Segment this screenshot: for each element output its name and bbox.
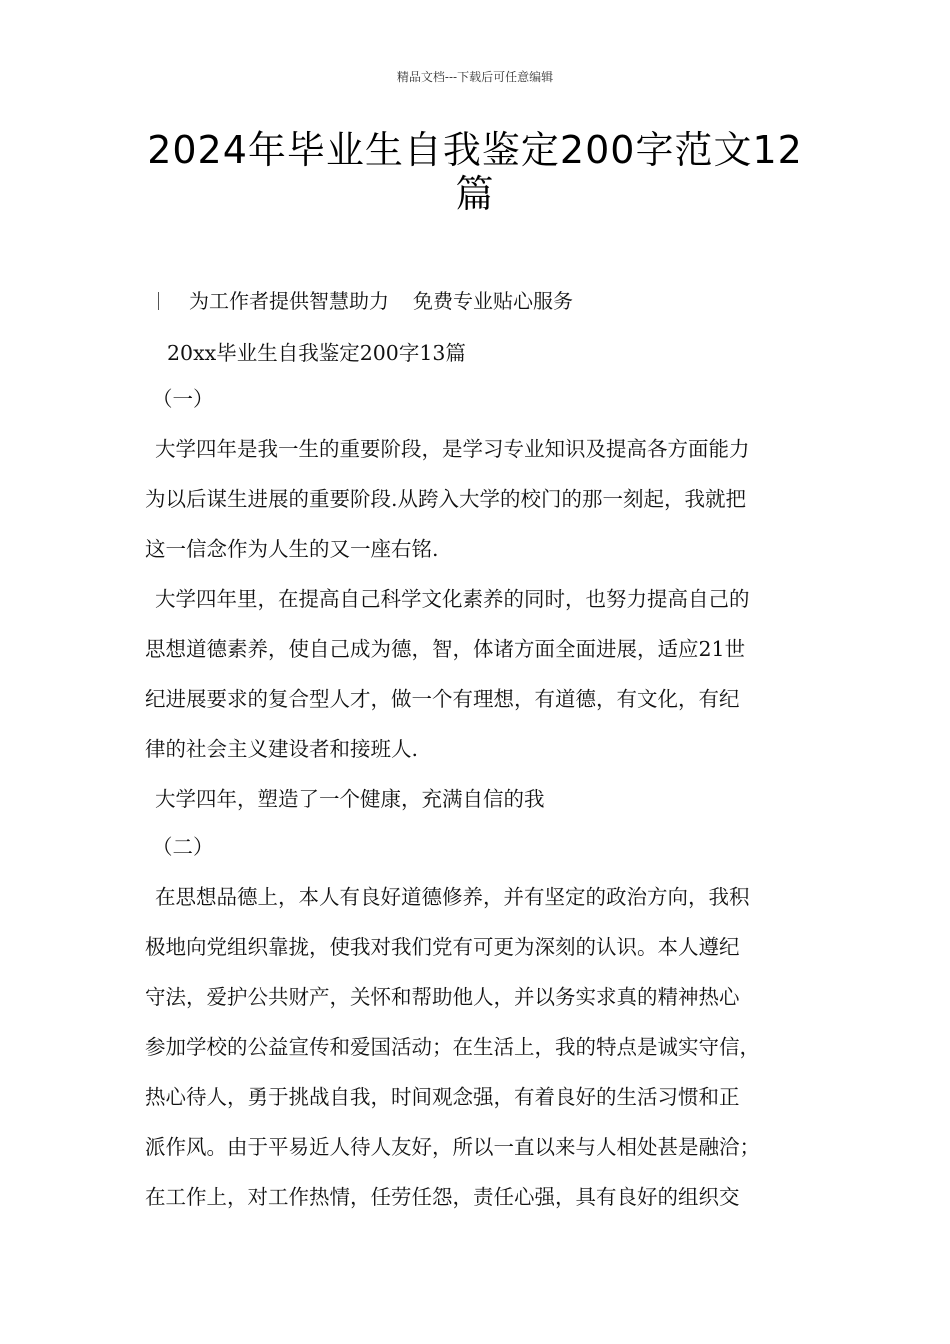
- paragraph-line: 在思想品德上，本人有良好道德修养，并有坚定的政治方向，我积: [155, 885, 750, 909]
- subtitle-line: 20xx毕业生自我鉴定200字13篇: [167, 341, 466, 365]
- paragraph-line: 思想道德素养，使自己成为德，智，体诸方面全面进展，适应21世: [145, 637, 746, 661]
- paragraph-line: 守法，爱护公共财产，关怀和帮助他人，并以务实求真的精神热心: [145, 985, 740, 1009]
- paragraph-line: 热心待人，勇于挑战自我，时间观念强，有着良好的生活习惯和正: [145, 1085, 740, 1109]
- paragraph-line: 参加学校的公益宣传和爱国活动；在生活上，我的特点是诚实守信，: [145, 1035, 760, 1059]
- paragraph-line: 极地向党组织靠拢，使我对我们党有可更为深刻的认识。本人遵纪: [145, 935, 740, 959]
- title-line-2: 篇: [455, 172, 495, 216]
- paragraph-line: 在工作上，对工作热情，任劳任怨，责任心强，具有良好的组织交: [145, 1185, 740, 1209]
- section-marker: （一）: [152, 387, 214, 411]
- paragraph-line: 大学四年，塑造了一个健康，充满自信的我: [155, 787, 545, 811]
- paragraph-line: 大学四年里，在提高自己科学文化素养的同时，也努力提高自己的: [155, 587, 750, 611]
- paragraph-line: 大学四年是我一生的重要阶段，是学习专业知识及提高各方面能力: [155, 437, 750, 461]
- paragraph-line: 纪进展要求的复合型人才，做一个有理想，有道德，有文化，有纪: [145, 687, 740, 711]
- tagline-part-1: 为工作者提供智慧助力: [189, 289, 389, 313]
- tagline: [158, 286, 573, 316]
- paragraph-line: 律的社会主义建设者和接班人.: [145, 737, 419, 761]
- document-title: [120, 128, 830, 216]
- paragraph-line: 这一信念作为人生的又一座右铭.: [145, 537, 439, 561]
- divider-bar: [158, 292, 159, 310]
- tagline-part-2: 免费专业贴心服务: [413, 289, 573, 313]
- title-line-1: 2024年毕业生自我鉴定200字范文12: [147, 128, 803, 172]
- page-header: 精品文档---下载后可任意编辑: [396, 70, 554, 84]
- paragraph-line: 派作风。由于平易近人待人友好，所以一直以来与人相处甚是融洽；: [145, 1135, 760, 1159]
- section-marker: （二）: [152, 835, 214, 859]
- paragraph-line: 为以后谋生进展的重要阶段.从跨入大学的校门的那一刻起，我就把: [145, 487, 747, 511]
